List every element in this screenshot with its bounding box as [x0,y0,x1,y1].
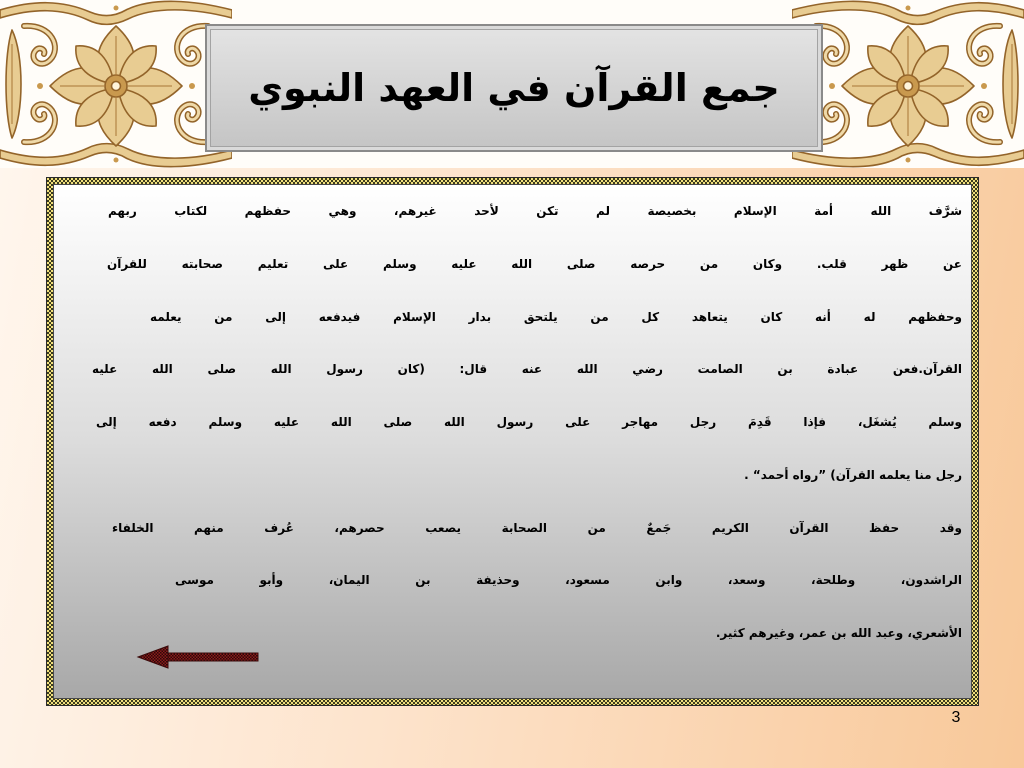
title-box [205,24,823,152]
right-arabesque-ornament-icon [792,0,1024,168]
body-text-line: الأشعري، وعبد الله بن عمر، وغيرهم كثير. [715,626,962,640]
body-text-line: عن ظهر قلب. وكان من حرصه صلى الله عليه وسلم على تعليم صحابته للقرآن [107,256,962,271]
page-number: 3 [951,709,961,726]
body-text-line: وحفظهم له أنه كان يتعاهد كل من يلتحق بدار الإسلام فيدفعه إلى من يعلمه [150,309,962,324]
body-text-line: الراشدون، وطلحة، وسعد، وابن مسعود، وحذيفة بن اليمان، وأبو موسى [175,573,962,588]
left-arrow-icon [136,643,260,671]
body-text-line: وسلم يُشغَل، فإذا قَدِمَ رجل مهاجر على رسول الله صلى الله عليه وسلم دفعه إلى [96,415,962,429]
body-text-line: وقد حفظ القرآن الكريم جَمعٌ من الصحابة يصعب حصرهم، عُرف منهم الخلفاء [112,520,962,535]
body-text-line: رجل منا يعلمه القرآن) ”رواه أحمد“ . [744,467,962,482]
left-arabesque-ornament-icon [0,0,232,168]
arrow-shaft [162,653,258,661]
arrow-head [138,646,168,668]
content-frame [47,178,978,705]
content-panel [53,184,972,699]
slide-title: جمع القرآن في العهد النبوي [248,66,780,110]
paragraph [82,185,962,502]
header-banner [0,0,1024,168]
body-text [82,185,962,660]
back-arrow-button[interactable] [136,643,260,671]
paragraph [82,502,962,660]
body-text-line: شرَّف الله أمة الإسلام بخصيصة لم تكن لأحد غيرهم، وهي حفظهم لكتاب ربهم [108,204,962,218]
body-text-line: القرآن.فعن عبادة بن الصامت رضي الله عنه قال: (كان رسول الله صلى الله عليه [92,362,962,377]
